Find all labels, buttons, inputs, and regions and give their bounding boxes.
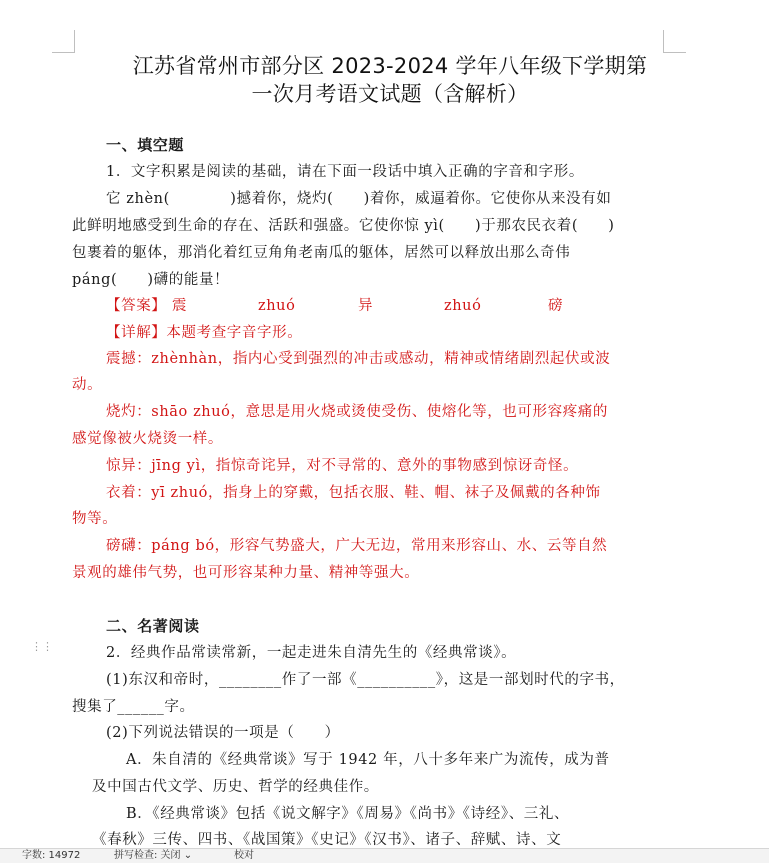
explanation-line-3: 烧灼：shāo zhuó，意思是用火烧或烫使受伤、使熔化等，也可形容疼痛的 xyxy=(106,404,609,420)
answer-1: 震 xyxy=(172,298,188,314)
title-line-2: 一次月考语文试题（含解析） xyxy=(251,82,529,106)
document-title xyxy=(100,52,680,108)
answer-line xyxy=(106,295,626,317)
explanation-line-7: 物等。 xyxy=(72,511,118,527)
section-heading-classics: 二、名著阅读 xyxy=(106,617,200,635)
option-a-line2: 及中国古代文学、历史、哲学的经典佳作。 xyxy=(92,779,379,795)
word-count[interactable]: 字数: 14972 xyxy=(22,850,81,861)
passage-line-3: 包裹着的躯体，那消化着红豆角角老南瓜的躯体，居然可以释放出那么奇伟 xyxy=(72,245,571,261)
spellcheck-toggle[interactable]: 拼写检查: 关闭 ⌄ xyxy=(114,850,193,861)
question-2-sub2: (2)下列说法错误的一项是（ ） xyxy=(106,725,340,741)
answer-5: 磅 xyxy=(548,298,564,314)
answer-label: 【答案】 xyxy=(106,298,167,314)
explanation-line-1: 震撼：zhènhàn，指内心受到强烈的冲击或感动，精神或情绪剧烈起伏或波 xyxy=(106,351,611,367)
block-drag-handle[interactable]: ⋮⋮ xyxy=(31,640,53,653)
passage-line-1: 它 zhèn( )撼着你，烧灼( )着你，威逼着你。它使你从来没有如 xyxy=(106,191,612,207)
option-b-line2: 《春秋》三传、四书、《战国策》《史记》《汉书》、诸子、辞赋、诗、文 xyxy=(92,832,562,848)
page-corner-mark-left xyxy=(52,30,75,53)
explanation-line-9: 景观的雄伟气势，也可形容某种力量、精神等强大。 xyxy=(72,565,420,581)
proofread-button[interactable]: 校对 xyxy=(234,850,254,861)
title-line-1: 江苏省常州市部分区 2023-2024 学年八年级下学期第 xyxy=(132,54,648,78)
passage-line-2: 此鲜明地感受到生命的存在、活跃和强盛。它使你惊 yì( )于那农民衣着( ) xyxy=(72,218,615,234)
answer-3: 异 xyxy=(358,298,374,314)
explanation-line-4: 感觉像被火烧烫一样。 xyxy=(72,431,223,447)
explanation-line-2: 动。 xyxy=(72,377,103,393)
answer-2: zhuó xyxy=(258,298,296,314)
page-corner-mark-right xyxy=(663,30,686,53)
question-2-sub1-line2: 搜集了______字。 xyxy=(72,699,195,715)
question-1-stem: 1．文字积累是阅读的基础，请在下面一段话中填入正确的字音和字形。 xyxy=(106,164,584,180)
answer-4: zhuó xyxy=(444,298,482,314)
passage-line-4: páng( )礴的能量！ xyxy=(72,272,230,288)
question-2-sub1-line1: (1)东汉和帝时，________作了一部《__________》，这是一部划时代的字书， xyxy=(106,672,625,688)
option-a-line1: A．朱自清的《经典常谈》写于 1942 年，八十多年来广为流传，成为普 xyxy=(126,752,610,768)
section-heading-fill-in: 一、填空题 xyxy=(106,136,185,154)
explanation-line-6: 衣着：yī zhuó，指身上的穿戴，包括衣服、鞋、帽、袜子及佩戴的各种饰 xyxy=(106,485,601,501)
explanation-line-5: 惊异：jīng yì，指惊奇诧异，对不寻常的、意外的事物感到惊讶奇怪。 xyxy=(106,458,579,474)
option-b-line1: B．《经典常谈》包括《说文解字》《周易》《尚书》《诗经》、三礼、 xyxy=(126,806,570,822)
question-2-stem: 2．经典作品常读常新，一起走进朱自清先生的《经典常谈》。 xyxy=(106,645,517,661)
explanation-line-8: 磅礴：páng bó，形容气势盛大，广大无边，常用来形容山、水、云等自然 xyxy=(106,538,608,554)
status-bar xyxy=(0,848,769,863)
explanation-label: 【详解】本题考查字音字形。 xyxy=(106,325,303,341)
